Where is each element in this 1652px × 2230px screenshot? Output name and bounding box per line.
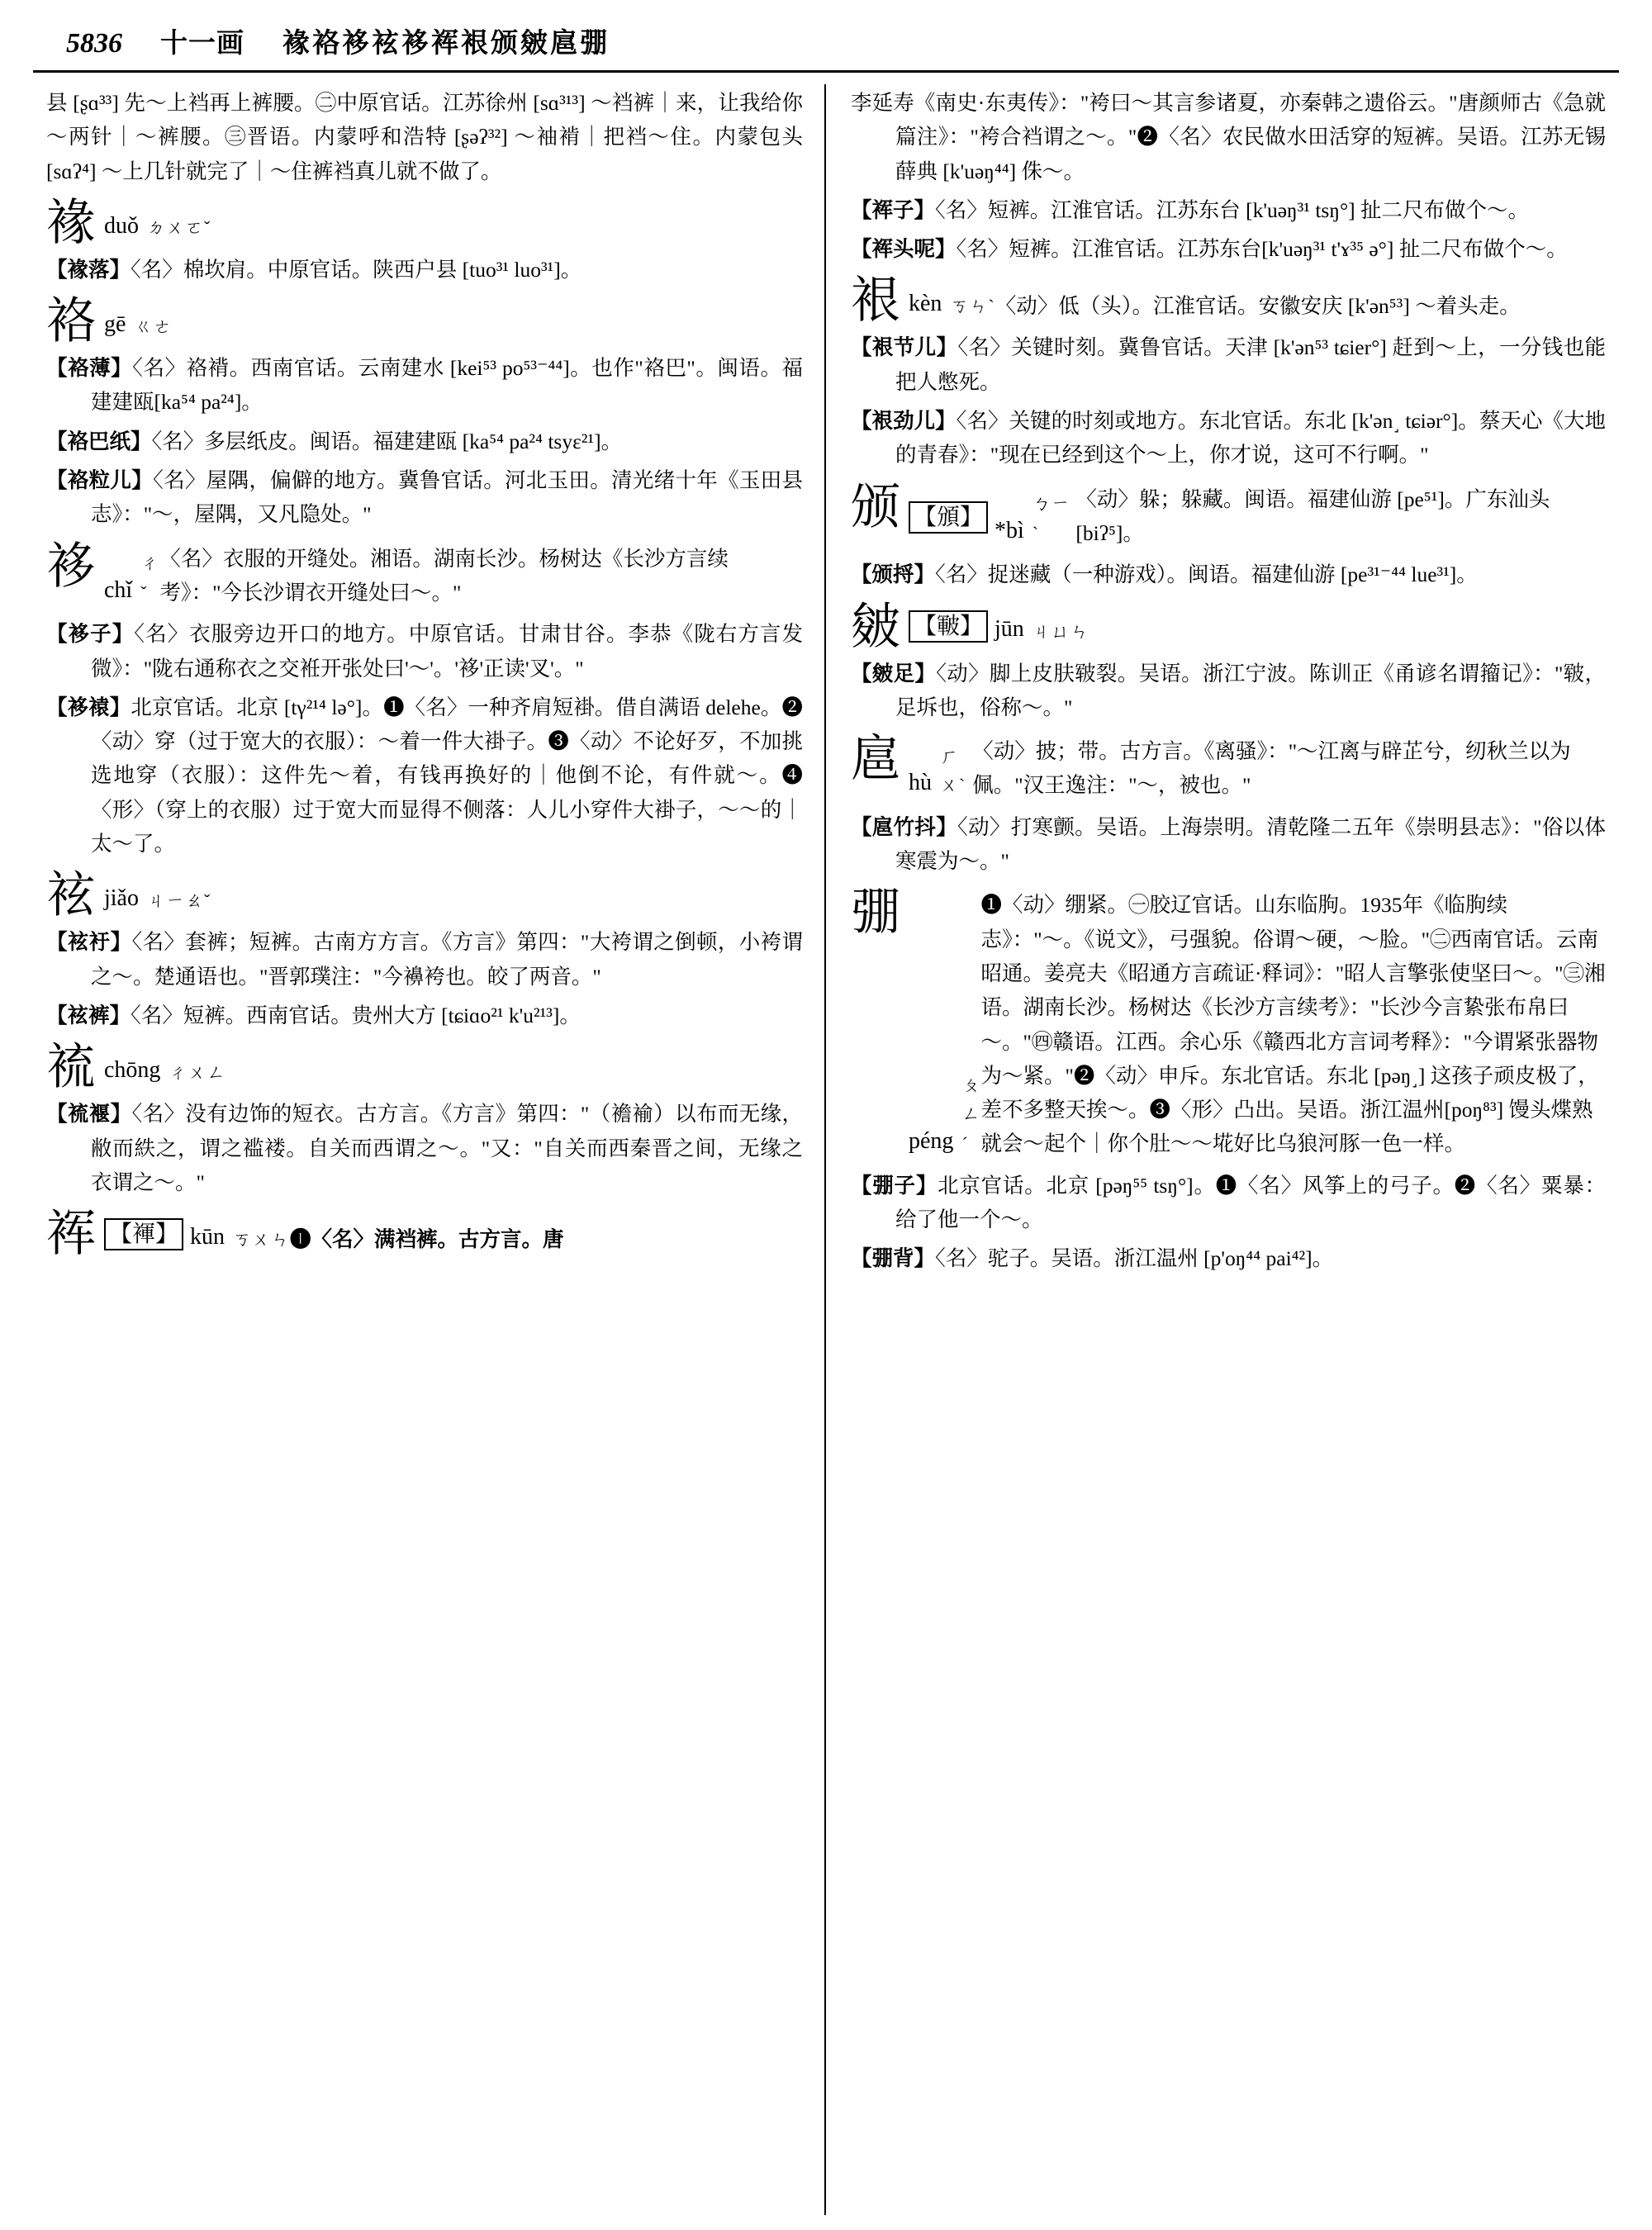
headword-char: 扈 [851,730,900,789]
sense-text: 〈名〉棉坎肩。中原官话。陕西户县 [tuo³¹ luo³¹]。 [131,257,582,282]
headword-pinyin: kūn [190,1223,225,1250]
headword-pinyin: hù [909,770,932,796]
headword-char: 弸 [851,884,900,942]
headword-zhuyin: ㄎㄣˋ [950,295,995,316]
headword-variant: 【皸】 [909,610,988,643]
headword-char: 袳 [46,537,96,595]
sense-entry [46,253,803,287]
headword-zhuyin: ㄅㄧˋ [1032,493,1070,543]
sense-text: 〈名〉捉迷藏（一种游戏）。闽语。福建仙游 [pe³¹⁻⁴⁴ lue³¹]。 [935,562,1478,587]
headword-chi [46,537,803,613]
headword-ken [851,272,1606,330]
sense-entry [851,232,1606,266]
sense-text: 〈名〉短裤。江淮官话。江苏东台[k'uəŋ³¹ t'ɤ³⁵ ə°] 扯二尺布做个～。 [956,237,1568,262]
sense-entry [851,558,1606,591]
headword-pinyin: gē [104,311,126,337]
headword-ge [46,292,803,351]
sense-term: 【袼粒儿】 [46,468,154,493]
sense-text: 〈名〉衣服旁边开口的地方。中原官话。甘肃甘谷。李恭《陇右方言发微》："陇右通称衣之交袵开张处曰'～'。'袳'正读'叉'。" [91,622,803,681]
sense-term: 【袳子】 [46,622,135,647]
sense-term: 【袨衧】 [46,930,132,955]
headword-zhuyin: ㄐㄩㄣ [1032,620,1089,642]
sense-term: 【褖落】 [46,257,131,282]
sense-text: 〈动〉脚上皮肤皲裂。吴语。浙江宁波。陈训正《甬谚名谓籀记》："皲，足坼也，俗称～。" [895,661,1606,719]
headword-bi [851,477,1606,553]
sense-entry [851,1241,1606,1275]
headword-gloss: 〈动〉低（头）。江淮官话。安徽安庆 [k'ən⁵³] ～着头走。 [995,294,1521,319]
sense-text: 〈名〉关键时刻。冀鲁官话。天津 [k'ən⁵³ tɕier°] 赶到～上，一分钱也能把人憋死。 [895,335,1606,394]
sense-entry [851,657,1606,725]
sense-text: 北京官话。北京 [pəŋ⁵⁵ tsŋ°]。❶〈名〉风筝上的弓子。❷〈名〉粟暴：给了他一个～。 [895,1173,1606,1232]
sense-text: 北京官话。北京 [tγ²¹⁴ lə°]。❶〈名〉一种齐肩短褂。借自满语 delehe。❷〈动〉穿（过于宽大的衣服）：～着一件大褂子。❸〈动〉不论好歹，不加挑选地穿（衣服）：这件先～着，有钱再换好的｜他倒不论，有件就～。❹〈形〉（穿上的衣服）过于宽大而显得不侧落：人儿小穿件大褂子，～～的｜太～了。 [91,695,803,856]
sense-term: 【裉节儿】 [851,335,958,360]
headword-zhuyin: ㄏㄨˋ [940,745,966,796]
headword-pinyin: chōng [104,1056,161,1083]
headword-peng [851,884,1606,1163]
sense-entry [851,404,1606,472]
sense-entry [46,351,803,420]
sense-term: 【袼巴纸】 [46,429,152,453]
headword-zhuyin: ㄔˇ [140,553,160,603]
headword-pinyin: chǐ [104,576,133,603]
sense-term: 【裉劲儿】 [851,409,957,434]
headword-gloss: 〈动〉披；带。古方言。《离骚》："～江离与辟芷兮，纫秋兰以为佩。"汉王逸注："～，被也。" [972,739,1571,798]
sense-text: 〈动〉打寒颤。吴语。上海崇明。清乾隆二五年《崇明县志》："俗以体寒震为～。" [895,814,1606,874]
headword-duo [46,193,803,252]
continuation-paragraph: 李延寿《南史·东夷传》："袴曰～其言参诸夏，亦秦韩之遗俗云。"唐颜师古《急就篇注》："袴合裆谓之～。"❷〈名〉农民做水田活穿的短裤。吴语。江苏无锡薛典 [k'uəŋ⁴⁴] 侏～。 [851,91,1606,183]
sense-entry [46,690,803,861]
headword-jun [851,597,1606,656]
headword-char: 褖 [46,193,96,252]
headword-gloss: 〈名〉衣服的开缝处。湘语。湖南长沙。杨树达《长沙方言续考》："今长沙谓衣开缝处曰～。" [159,546,729,605]
headword-zhuyin: ㄉㄨㄛˇ [147,217,211,239]
headword-pinyin: *bì [995,517,1024,543]
sense-text: 〈名〉屋隅，偏僻的地方。冀鲁官话。河北玉田。清光绪十年《玉田县志》："～，屋隅，又凡隐处。" [91,468,803,527]
headword-pinyin: duǒ [104,212,139,239]
headword-kun [46,1205,803,1264]
sense-term: 【颁捋】 [851,562,936,587]
sense-entry [46,999,803,1032]
sense-text: 〈名〉短裤。西南官话。贵州大方 [tɕiɑo²¹ k'u²¹³]。 [131,1003,581,1027]
headword-zhuyin: ㄐㄧㄠˇ [147,890,211,911]
headword-char: 皴 [851,597,900,656]
headword-zhuyin: ㄆㄥˊ [961,1074,981,1155]
sense-entry [46,463,803,532]
sense-term: 【裈头呢】 [851,237,957,262]
stroke-count-label: 十一画 [160,29,244,59]
headword-pinyin: kèn [909,291,942,317]
header-rule [33,70,1619,73]
right-column [826,84,1619,2215]
sense-term: 【裈子】 [851,197,936,222]
sense-term: 【袳褤】 [46,695,131,719]
sense-term: 【扈竹抖】 [851,814,958,839]
sense-text: 〈名〉短裤。江淮官话。江苏东台 [k'uəŋ³¹ tsŋ°] 扯二尺布做个～。 [935,197,1530,222]
headword-gloss: ❶〈名〉满裆裤。古方言。唐 [290,1226,564,1251]
headword-pinyin: jūn [995,616,1024,643]
headword-char: 颁 [851,477,900,536]
headword-variant: 【頒】 [909,501,988,534]
sense-text: 〈名〉套裤；短裤。古南方方言。《方言》第四："大袴谓之倒顿，小袴谓之～。楚通语也。"晋郭璞注："今襣袴也。皎了两音。" [91,930,803,989]
continuation-paragraph: 县 [ʂɑ³³] 先～上裆再上裤腰。㊁中原官话。江苏徐州 [sɑ³¹³] ～裆裤｜来，让我给你～两针｜～裤腰。㊂晋语。内蒙呼和浩特 [ʂəʔ³²] ～袖褃｜把裆～住。内蒙包头 [sɑʔ⁴] ～上几针就完了｜～住裤裆真儿就不做了。 [46,91,803,183]
sense-text: 〈名〉关键的时刻或地方。东北官话。东北 [k'ən˼ tɕiər°]。蔡天心《大地的青春》："现在已经到这个～上，你才说，这可不行啊。" [895,409,1606,467]
headword-char: 裈 [46,1205,96,1264]
page-number: 5836 [66,28,122,59]
headword-zhuyin: ㄍㄜ [134,316,173,337]
headword-char: 袨 [46,866,96,925]
sense-entry [46,617,803,686]
headword-variant: 【褌】 [104,1218,183,1250]
sense-term: 【皴足】 [851,661,937,686]
sense-text: 〈名〉多层纸皮。闽语。福建建瓯 [ka⁵⁴ pa²⁴ tsyɛ²¹]。 [151,429,623,453]
headword-char: 袼 [46,292,96,351]
headword-pinyin: jiǎo [104,885,139,911]
sense-entry [851,330,1606,399]
headword-chong [46,1038,803,1097]
two-column-body [33,84,1619,2215]
sense-entry [46,425,803,458]
headword-char: 裉 [851,272,900,330]
sense-entry [46,1097,803,1199]
page-header [33,21,1619,67]
sense-term: 【袨裤】 [46,1003,131,1027]
headword-zhuyin: ㄔㄨㄥ [169,1061,226,1083]
headword-pinyin: péng [909,1128,954,1155]
sense-term: 【弸子】 [851,1173,938,1198]
headword-hu [851,730,1606,805]
sense-entry [851,193,1606,227]
headword-zhuyin: ㄎㄨㄣ [233,1228,291,1250]
sense-entry [46,925,803,994]
sense-entry [851,810,1606,879]
sense-term: 【裗褗】 [46,1102,132,1127]
headword-gloss: 〈动〉躲；躲藏。闽语。福建仙游 [pe⁵¹]。广东汕头 [biʔ⁵]。 [1075,486,1550,545]
headword-jiao [46,866,803,925]
sense-term: 【弸背】 [851,1246,936,1271]
sense-text: 〈名〉驼子。吴语。浙江温州 [p'oŋ⁴⁴ pai⁴²]。 [935,1246,1334,1271]
sense-entry [851,1169,1606,1237]
sense-text: 〈名〉没有边饰的短衣。古方言。《方言》第四："（襜褕）以布而无缘，敝而紩之，谓之褴褛。自关而西谓之～。"又："自关而西秦晋之间，无缘之衣谓之～。" [91,1102,803,1194]
sense-text: 〈名〉袼褙。西南官话。云南建水 [kei⁵³ po⁵³⁻⁴⁴]。也作"袼巴"。闽语。福建建瓯[ka⁵⁴ pa²⁴]。 [91,356,803,415]
left-column [33,84,826,2215]
sense-term: 【袼薄】 [46,356,133,381]
headword-char: 裗 [46,1038,96,1097]
header-char-list: 褖袼袳袨袳裈裉颁皴扈弸 [282,29,610,59]
headword-gloss: ❶〈动〉绷紧。㊀胶辽官话。山东临朐。1935年《临朐续志》："～。《说文》，弓强貌。俗谓～硬，～脸。"㊁西南官话。云南昭通。姜亮夫《昭通方言疏证·释词》："昭人言擎张使坚曰～。"㊂湘语。湖南长沙。杨树达《长沙方言续考》："长沙今言絷张布帛曰～。"㊃赣语。江西。余心乐《赣西北方言词考释》："今谓紧张器物为～紧。"❷〈动〉申斥。东北官话。东北 [pəŋ˼] 这孩子顽皮极了，差不多整天挨～。❸〈形〉凸出。吴语。浙江温州[poŋ⁸³] 馒头煠熟就会～起个｜你个肚～～埖好比乌狼河豚一色一样。 [980,893,1606,1156]
